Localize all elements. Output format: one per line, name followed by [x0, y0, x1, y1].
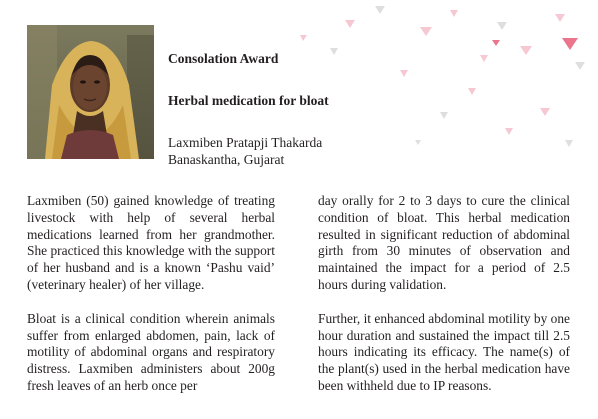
paragraph: Further, it enhanced abdominal motility by one hour duration and sustained the impact till 2.5 hours indicating its efficacy. The name(s) of the plant(s) used in the herbal medication have been withheld due to IP reasons.	[318, 310, 570, 393]
innovator-location: Banaskantha, Gujarat	[168, 152, 285, 167]
innovation-title: Herbal medication for bloat	[168, 93, 329, 108]
body-column-right	[318, 193, 570, 395]
portrait-photo	[27, 25, 154, 159]
paragraph: day orally for 2 to 3 days to cure the clinical condition of bloat. This herbal medication resulted in significant reduction of abdominal girth from 30 minutes of observation and maintained the impact for a period of 2.5 hours during validation.	[318, 193, 570, 292]
body-column-left	[27, 193, 275, 395]
paragraph: Laxmiben (50) gained knowledge of treating livestock with help of several herbal medications learned from her grandmother. She practiced this knowledge with the support of her husband and is a known ‘Pashu vaid’ (veterinary healer) of her village.	[27, 193, 275, 292]
innovator-name: Laxmiben Pratapji Thakarda	[168, 135, 323, 150]
award-title: Consolation Award	[168, 51, 279, 66]
innovator-info	[168, 134, 322, 168]
award-header	[168, 50, 468, 167]
paragraph: Bloat is a clinical condition wherein animals suffer from enlarged abdomen, pain, lack of motility of abdominal organs and respiratory distress. Laxmiben administers about 200g fresh leaves of an herb once per	[27, 310, 275, 393]
